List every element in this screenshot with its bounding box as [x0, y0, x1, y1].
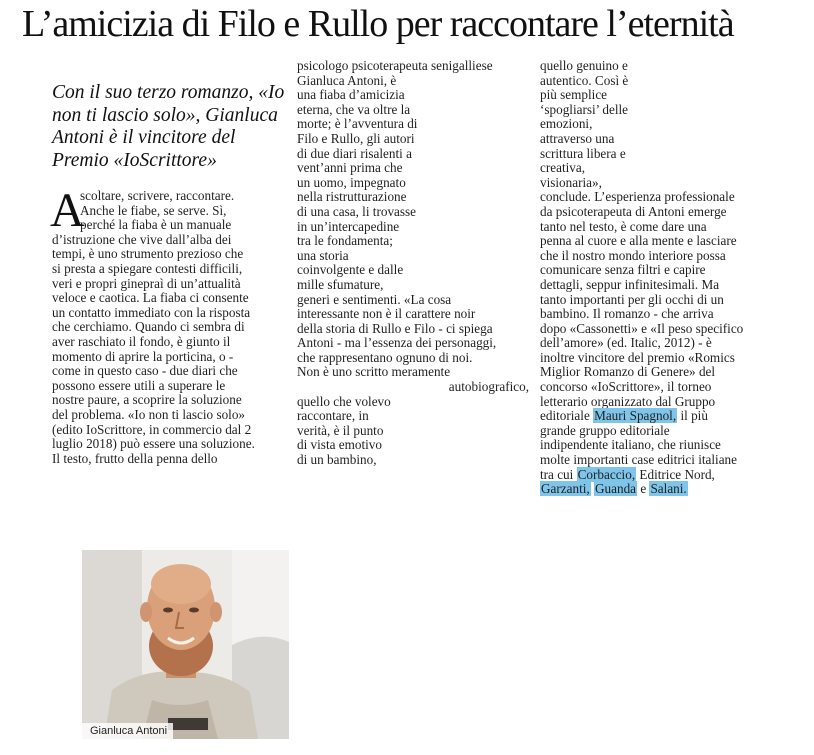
text-line: [540, 482, 776, 497]
text-line: un uomo, impegnato: [297, 174, 406, 190]
text-line: coinvolgente e dalle: [297, 262, 404, 278]
text-line: grande gruppo editoriale: [540, 422, 670, 438]
article-column-2: [297, 59, 529, 468]
text-line: di una casa, li trovasse: [297, 203, 417, 219]
text-line: [540, 409, 776, 424]
text-line: come in questo caso - due diari che: [52, 363, 238, 379]
text-line: eterna, che va oltre la: [297, 101, 411, 117]
text-line: Il testo, frutto della penna dello: [52, 450, 218, 466]
text-line: tra le fondamenta;: [297, 233, 393, 249]
text-fragment: tra cui: [540, 466, 577, 482]
text-line: aver raschiato il fondo, è giunto il: [52, 333, 231, 349]
text-line: di un bambino,: [297, 452, 377, 468]
text-line: una fiaba d’amicizia: [297, 87, 405, 103]
text-line: (edito IoScrittore, in commercio dal 2: [52, 421, 252, 437]
highlight-mauri-spagnol: Mauri Spagnol,: [594, 408, 677, 424]
text-line: in un’intercapedine: [297, 218, 400, 234]
text-line: molte importanti case editrici italiane: [540, 452, 738, 468]
text-line: nella ristrutturazione: [297, 189, 407, 205]
text-line: ‘spogliarsi’ delle: [540, 101, 629, 117]
text-line: bambino. Il romanzo - che arriva: [540, 306, 714, 322]
text-line: letterario organizzato dal Gruppo: [540, 393, 716, 409]
text-line: indipendente italiano, che riunisce: [540, 437, 721, 453]
text-line: tanto importanti per gli occhi di un: [540, 291, 724, 307]
text-line: autentico. Così è: [540, 72, 629, 88]
text-line: creativa,: [540, 160, 586, 176]
text-line: che rappresentano ognuno di noi.: [297, 349, 473, 365]
text-line: Miglior Romanzo di Genere» del: [540, 364, 716, 380]
text-line: vent’anni prima che: [297, 160, 403, 176]
text-line: veri e propri ginepraì di un’attualità: [52, 275, 241, 291]
text-fragment: il più: [677, 408, 708, 424]
text-line: scrittura libera e: [540, 145, 626, 161]
text-line: Anche le fiabe, se serve. Sì,: [80, 202, 227, 218]
article-column-1: [50, 184, 290, 466]
text-line: dettagli, seppur infinitesimali. Ma: [540, 276, 720, 292]
text-line: autobiografico,: [448, 379, 529, 395]
text-line: Gianluca Antoni, è: [297, 72, 397, 88]
text-line: tempi, è uno strumento prezioso che: [52, 246, 244, 262]
highlight-garzanti: Garzanti,: [541, 481, 590, 497]
text-line: Non è uno scritto meramente: [297, 364, 451, 380]
highlight-salani: Salani.: [650, 481, 687, 497]
text-line: veloce e caotica. La fiaba ci consente: [52, 290, 249, 306]
text-line: conclude. L’esperienza professionale: [540, 189, 735, 205]
text-line: di vista emotivo: [297, 437, 382, 453]
text-line: concorso «IoScrittore», il torneo: [540, 379, 712, 395]
article-column-3: [540, 59, 776, 497]
highlight-guanda: Guanda: [595, 481, 637, 497]
author-photo: [82, 550, 289, 739]
article-headline: L’amicizia di Filo e Rullo per raccontare l’eternità: [22, 3, 734, 45]
text-line: [540, 468, 776, 483]
text-line: tanto nel testo, è come dare una: [540, 218, 707, 234]
text-line: morte; è l’avventura di: [297, 116, 418, 132]
text-line: dopo «Cassonetti» e «Il peso specifico: [540, 320, 744, 336]
text-fragment: e: [637, 481, 650, 497]
author-portrait-image: [82, 550, 289, 739]
text-line: inoltre vincitore del premio «Romics: [540, 349, 735, 365]
drop-cap: A: [50, 184, 85, 237]
text-line: più semplice: [540, 87, 608, 103]
text-line: quello genuino e: [540, 58, 628, 73]
text-line: generi e sentimenti. «La cosa: [297, 291, 452, 307]
highlight-corbaccio: Corbaccio,: [577, 466, 636, 482]
text-line: di due diari risalenti a: [297, 145, 412, 161]
text-line: scoltare, scrivere, raccontare.: [80, 188, 235, 203]
text-line: verità, è il punto: [297, 422, 384, 438]
text-line: che cerchiamo. Quando ci sembra di: [52, 319, 245, 335]
text-line: un contatto immediato con la risposta: [52, 304, 251, 320]
text-fragment: Editrice Nord,: [636, 466, 715, 482]
text-line: da psicoterapeuta di Antoni emerge: [540, 203, 727, 219]
text-line: visionaria»,: [540, 174, 602, 190]
text-line: del problema. «Io non ti lascio solo»: [52, 406, 246, 422]
text-line: penna al cuore e alla mente e lasciare: [540, 233, 737, 249]
text-line: possono essere utili a superare le: [52, 377, 226, 393]
text-line: momento di aprire la porticina, o -: [52, 348, 234, 364]
text-line: Filo e Rullo, gli autori: [297, 130, 415, 146]
text-line: attraverso una: [540, 130, 615, 146]
text-line: quello che volevo: [297, 393, 391, 409]
text-line: psicologo psicoterapeuta senigalliese: [297, 58, 493, 73]
article-subhead: Con il suo terzo romanzo, «Io non ti lascio solo», Gianluca Antoni è il vincitore del Premio «IoScrittore»: [52, 82, 285, 171]
text-line: una storia: [297, 247, 349, 263]
text-line: Antoni - ma l’essenza dei personaggi,: [297, 335, 497, 351]
text-line: emozioni,: [540, 116, 593, 132]
text-line: nostre paure, a scoprire la soluzione: [52, 392, 242, 408]
photo-caption: Gianluca Antoni: [82, 723, 173, 739]
text-line: raccontare, in: [297, 408, 369, 424]
text-line: comunicare senza filtri e capire: [540, 262, 706, 278]
text-line: perché la fiaba è un manuale: [80, 217, 232, 233]
text-line: interessante non è il carattere noir: [297, 306, 476, 322]
text-line: luglio 2018) può essere una soluzione.: [52, 436, 255, 452]
text-line: d’istruzione che vive dall’alba dei: [52, 231, 232, 247]
text-line: della storia di Rullo e Filo - ci spiega: [297, 320, 493, 336]
text-line: che il nostro mondo interiore possa: [540, 247, 726, 263]
text-line: mille sfumature,: [297, 276, 384, 292]
text-line: si presta a spiegare contesti difficili,: [52, 260, 243, 276]
text-line: dell’amore» (ed. Italic, 2012) - è: [540, 335, 712, 351]
text-fragment: editoriale: [540, 408, 594, 424]
